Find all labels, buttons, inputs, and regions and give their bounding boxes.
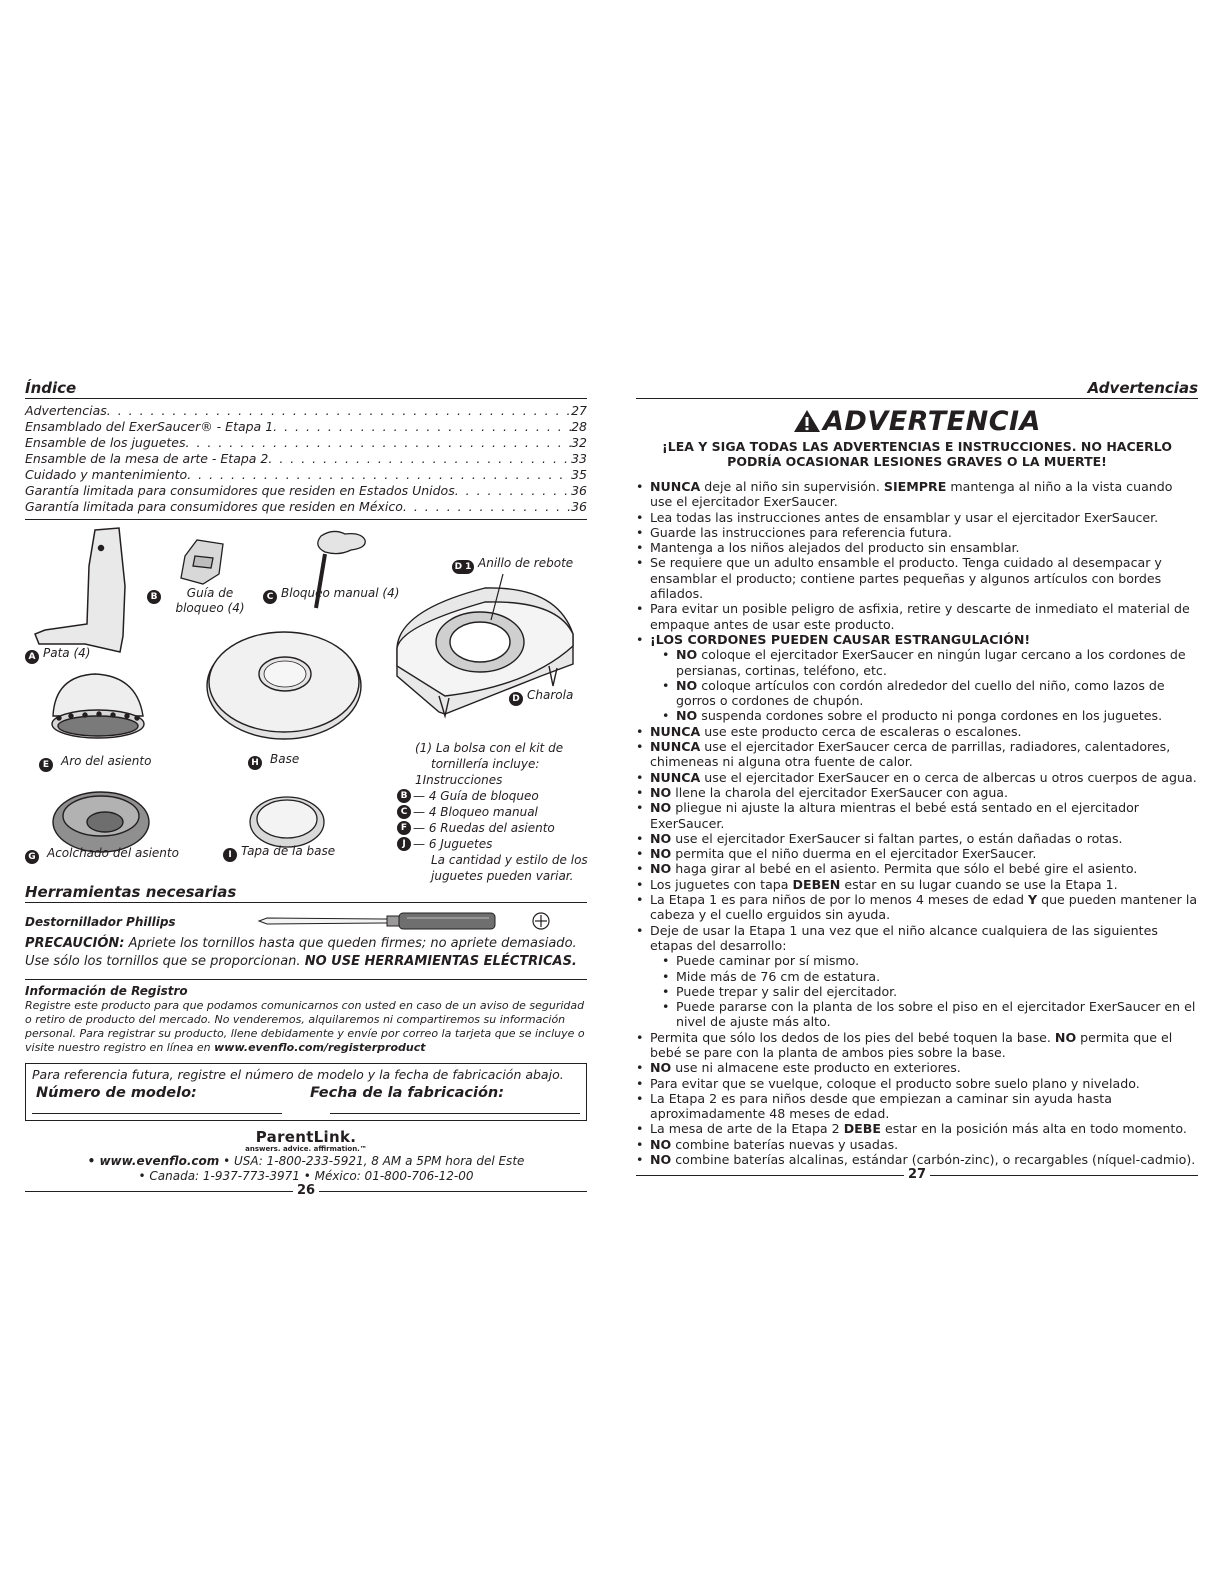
caution-text: PRECAUCIÓN: Apriete los tornillos hasta que queden firmes; no apriete demasiado. Use sólo los tornillos que se proporcionan. NO USE HERRAMIENTAS ELÉCTRICAS.: [25, 936, 577, 969]
list-item: • NUNCA use este producto cerca de escaleras o escalones.: [636, 724, 1198, 739]
manufacture-date-label: Fecha de la fabricación:: [310, 1085, 505, 1101]
divider: [25, 902, 587, 903]
register-link[interactable]: www.evenflo.com/registerproduct: [214, 1041, 426, 1054]
list-item: • Guarde las instrucciones para referencia futura.: [636, 525, 1198, 540]
list-item: • NUNCA use el ejercitador ExerSaucer cerca de parrillas, radiadores, calentadores, chimeneas ni alguna otra fuente de calor.: [636, 739, 1198, 770]
table-of-contents: [25, 403, 587, 515]
list-item: • NO llene la charola del ejercitador ExerSaucer con agua.: [636, 785, 1198, 800]
parentlink-tagline: answers. advice. affirmation.™: [245, 1145, 367, 1153]
tools-title: Herramientas necesarias: [25, 883, 237, 901]
parts-figure: [25, 526, 588, 883]
list-item: • NUNCA deje al niño sin supervisión. SIEMPRE mantenga al niño a la vista cuando use el ejercitador ExerSaucer.: [636, 479, 1198, 510]
page-number: 27: [907, 1167, 927, 1183]
parentlink-logo: ParentLink.: [255, 1128, 357, 1146]
list-item: • NO permita que el niño duerma en el ejercitador ExerSaucer.: [636, 846, 1198, 861]
list-item: • Para evitar un posible peligro de asfixia, retire y descarte de inmediato el material de empaque antes de usar este producto.: [636, 601, 1198, 632]
list-item: • NO haga girar al bebé en el asiento. Permita que sólo el bebé gire el asiento.: [636, 861, 1198, 876]
warning-word: ADVERTENCIA: [823, 406, 1041, 437]
list-item: • NO use ni almacene este producto en exteriores.: [636, 1060, 1198, 1075]
model-record-box: [25, 1063, 587, 1121]
page-footer: [25, 1184, 587, 1198]
part-i-label: I Tapa de la base: [223, 844, 335, 862]
manufacture-date-field[interactable]: [330, 1113, 580, 1114]
leg-drawing: [35, 528, 125, 652]
toc-item[interactable]: Ensamblado del ExerSaucer® - Etapa 1 . . . 28: [25, 419, 587, 435]
part-d1-label: D 1 Anillo de rebote: [452, 556, 573, 574]
warnings-title: Advertencias: [1087, 379, 1198, 397]
seat-ring-drawing: [52, 674, 144, 738]
warning-header: ADVERTENCIA ¡LEA Y SIGA TODAS LAS ADVERTENCIAS E INSTRUCCIONES. NO HACERLO PODRÍA OCASIONAR LESIONES GRAVES O LA MUERTE!: [662, 406, 1172, 469]
record-note: Para referencia futura, registre el número de modelo y la fecha de fabricación abajo.: [32, 1067, 564, 1082]
list-item: • NO coloque artículos con cordón alrededor del cuello del niño, como lazos de gorros o cordones de chupón.: [650, 678, 1198, 709]
list-item: • NUNCA use el ejercitador ExerSaucer en o cerca de albercas u otros cuerpos de agua.: [636, 770, 1198, 785]
list-item: • Deje de usar la Etapa 1 una vez que el niño alcance cualquiera de las siguientes etapas del desarrollo: • Puede caminar por sí mismo. • Mide más de 76 cm de estatura. • Puede trepar y salir del ejercitador. • Puede pararse con la planta de los sobre el piso en el ejercitador ExerSaucer en el nivel de ajuste más alto.: [636, 923, 1198, 1030]
toc-item[interactable]: Cuidado y mantenimiento . . . 35: [25, 467, 587, 483]
list-item: • Mide más de 76 cm de estatura.: [650, 969, 1198, 984]
list-item: • NO suspenda cordones sobre el producto ni ponga cordones en los juguetes.: [650, 708, 1198, 723]
seat-pad-drawing: [53, 792, 149, 852]
list-item: • Permita que sólo los dedos de los pies del bebé toquen la base. NO permita que el bebé se pare con la planta de ambos pies sobre la base.: [636, 1030, 1198, 1061]
toc-item[interactable]: Ensamble de la mesa de arte - Etapa 2 . . . 33: [25, 451, 587, 467]
list-item: • NO coloque el ejercitador ExerSaucer en ningún lugar cercano a los cordones de persianas, cortinas, teléfono, etc.: [650, 647, 1198, 678]
warning-icon: [793, 409, 821, 433]
tool-row: [25, 907, 587, 933]
part-e-label: E Aro del asiento: [39, 754, 151, 772]
part-b-label: B: [147, 586, 165, 604]
lock-guide-drawing: [181, 540, 223, 584]
evenflo-link[interactable]: • www.evenflo.com: [87, 1154, 220, 1168]
list-item: • Lea todas las instrucciones antes de ensamblar y usar el ejercitador ExerSaucer.: [636, 510, 1198, 525]
screwdriver-icon: [257, 909, 557, 933]
model-number-field[interactable]: [32, 1113, 282, 1114]
right-page: [636, 378, 1198, 1182]
list-item: • Puede trepar y salir del ejercitador.: [650, 984, 1198, 999]
part-g-label: G Acolchado del asiento: [25, 846, 179, 864]
kit-item: C — 4 Bloqueo manual: [397, 804, 597, 820]
list-item: • La Etapa 2 es para niños desde que empiezan a caminar sin ayuda hasta aproximadamente 48 meses de edad.: [636, 1091, 1198, 1122]
warnings-list: [636, 479, 1198, 1167]
list-item: • La Etapa 1 es para niños de por lo menos 4 meses de edad Y que pueden mantener la cabeza y el cuello erguidos sin ayuda.: [636, 892, 1198, 923]
part-b-text: Guía de bloqueo (4): [175, 586, 245, 615]
registration-title: Información de Registro: [25, 984, 188, 998]
part-h-label: H Base: [248, 752, 299, 770]
page-number: 26: [296, 1183, 316, 1198]
base-cap-drawing: [250, 797, 324, 847]
divider: [25, 398, 587, 399]
list-item: • NO use el ejercitador ExerSaucer si faltan partes, o están dañadas o rotas.: [636, 831, 1198, 846]
part-a-label: A Pata (4): [25, 646, 90, 664]
list-item: • Para evitar que se vuelque, coloque el producto sobre suelo plano y nivelado.: [636, 1076, 1198, 1091]
toc-item[interactable]: Ensamble de los juguetes . . . 32: [25, 435, 587, 451]
list-item: • NO combine baterías alcalinas, estándar (carbón-zinc), o recargables (níquel-cadmio).: [636, 1152, 1198, 1167]
divider: [25, 519, 587, 520]
list-item: • La mesa de arte de la Etapa 2 DEBE estar en la posición más alta en todo momento.: [636, 1121, 1198, 1136]
kit-item: B — 4 Guía de bloqueo: [397, 788, 597, 804]
registration-text: Registre este producto para que podamos comunicarnos con usted en caso de un aviso de seguridad o retiro de producto del mercado. No venderemos, alquilaremos ni compartiremos su información personal. Para registrar su producto, llene debidamente y envíe por correo la tarjeta que se incluye o visite nuestro registro en línea en www.evenflo.com/registerproduct: [25, 999, 585, 1054]
list-item: • NO combine baterías nuevas y usadas.: [636, 1137, 1198, 1152]
page-footer: [636, 1168, 1198, 1182]
list-item: • Mantenga a los niños alejados del producto sin ensamblar.: [636, 540, 1198, 555]
list-item: • Puede caminar por sí mismo.: [650, 953, 1198, 968]
part-c-label: C Bloqueo manual (4): [263, 586, 399, 604]
divider: [636, 398, 1198, 399]
left-page: [25, 378, 587, 1198]
part-d-label: D Charola: [509, 688, 573, 706]
model-number-label: Número de modelo:: [36, 1085, 197, 1101]
list-item: • Puede pararse con la planta de los sobre el piso en el ejercitador ExerSaucer en el nivel de ajuste más alto.: [650, 999, 1198, 1030]
base-drawing: [207, 632, 361, 739]
kit-item: F — 6 Ruedas del asiento: [397, 820, 597, 836]
tool-name: Destornillador Phillips: [25, 915, 176, 929]
parentlink-contact: ParentLink. answers. advice. affirmation.™ • www.evenflo.com • USA: 1-800-233-5921, 8 AM a 5PM hora del Este • Canada: 1-937-773-3971 • México: 01-800-706-12-00: [25, 1129, 587, 1184]
index-title: Índice: [25, 379, 77, 397]
toc-item[interactable]: Garantía limitada para consumidores que residen en México . . . 36: [25, 499, 587, 515]
kit-item: J — 6 Juguetes: [397, 836, 597, 852]
toc-item[interactable]: Garantía limitada para consumidores que residen en Estados Unidos . . . 36: [25, 483, 587, 499]
registration-section: [25, 979, 587, 1055]
list-item: • Se requiere que un adulto ensamble el producto. Tenga cuidado al desempacar y ensamblar el producto; contiene partes pequeñas y algunos artículos con bordes afilados.: [636, 555, 1198, 601]
list-item: • ¡LOS CORDONES PUEDEN CAUSAR ESTRANGULACIÓN! • NO coloque el ejercitador ExerSaucer en ningún lugar cercano a los cordones de persianas, cortinas, teléfono, etc. • NO coloque artículos con cordón alrededor del cuello del niño, como lazos de gorros o cordones de chupón. • NO suspenda cordones sobre el producto ni ponga cordones en los juguetes.: [636, 632, 1198, 724]
list-item: • NO pliegue ni ajuste la altura mientras el bebé está sentado en el ejercitador ExerSaucer.: [636, 800, 1198, 831]
toc-item[interactable]: Advertencias . . . 27: [25, 403, 587, 419]
list-item: • Los juguetes con tapa DEBEN estar en su lugar cuando se use la Etapa 1.: [636, 877, 1198, 892]
hardware-kit-list: (1) La bolsa con el kit de tornillería incluye: 1Instrucciones B — 4 Guía de bloqueo C — 4 Bloqueo manual F — 6 Ruedas del asiento J — 6 Juguetes La cantidad y estilo de los juguetes pueden variar.: [397, 740, 597, 884]
